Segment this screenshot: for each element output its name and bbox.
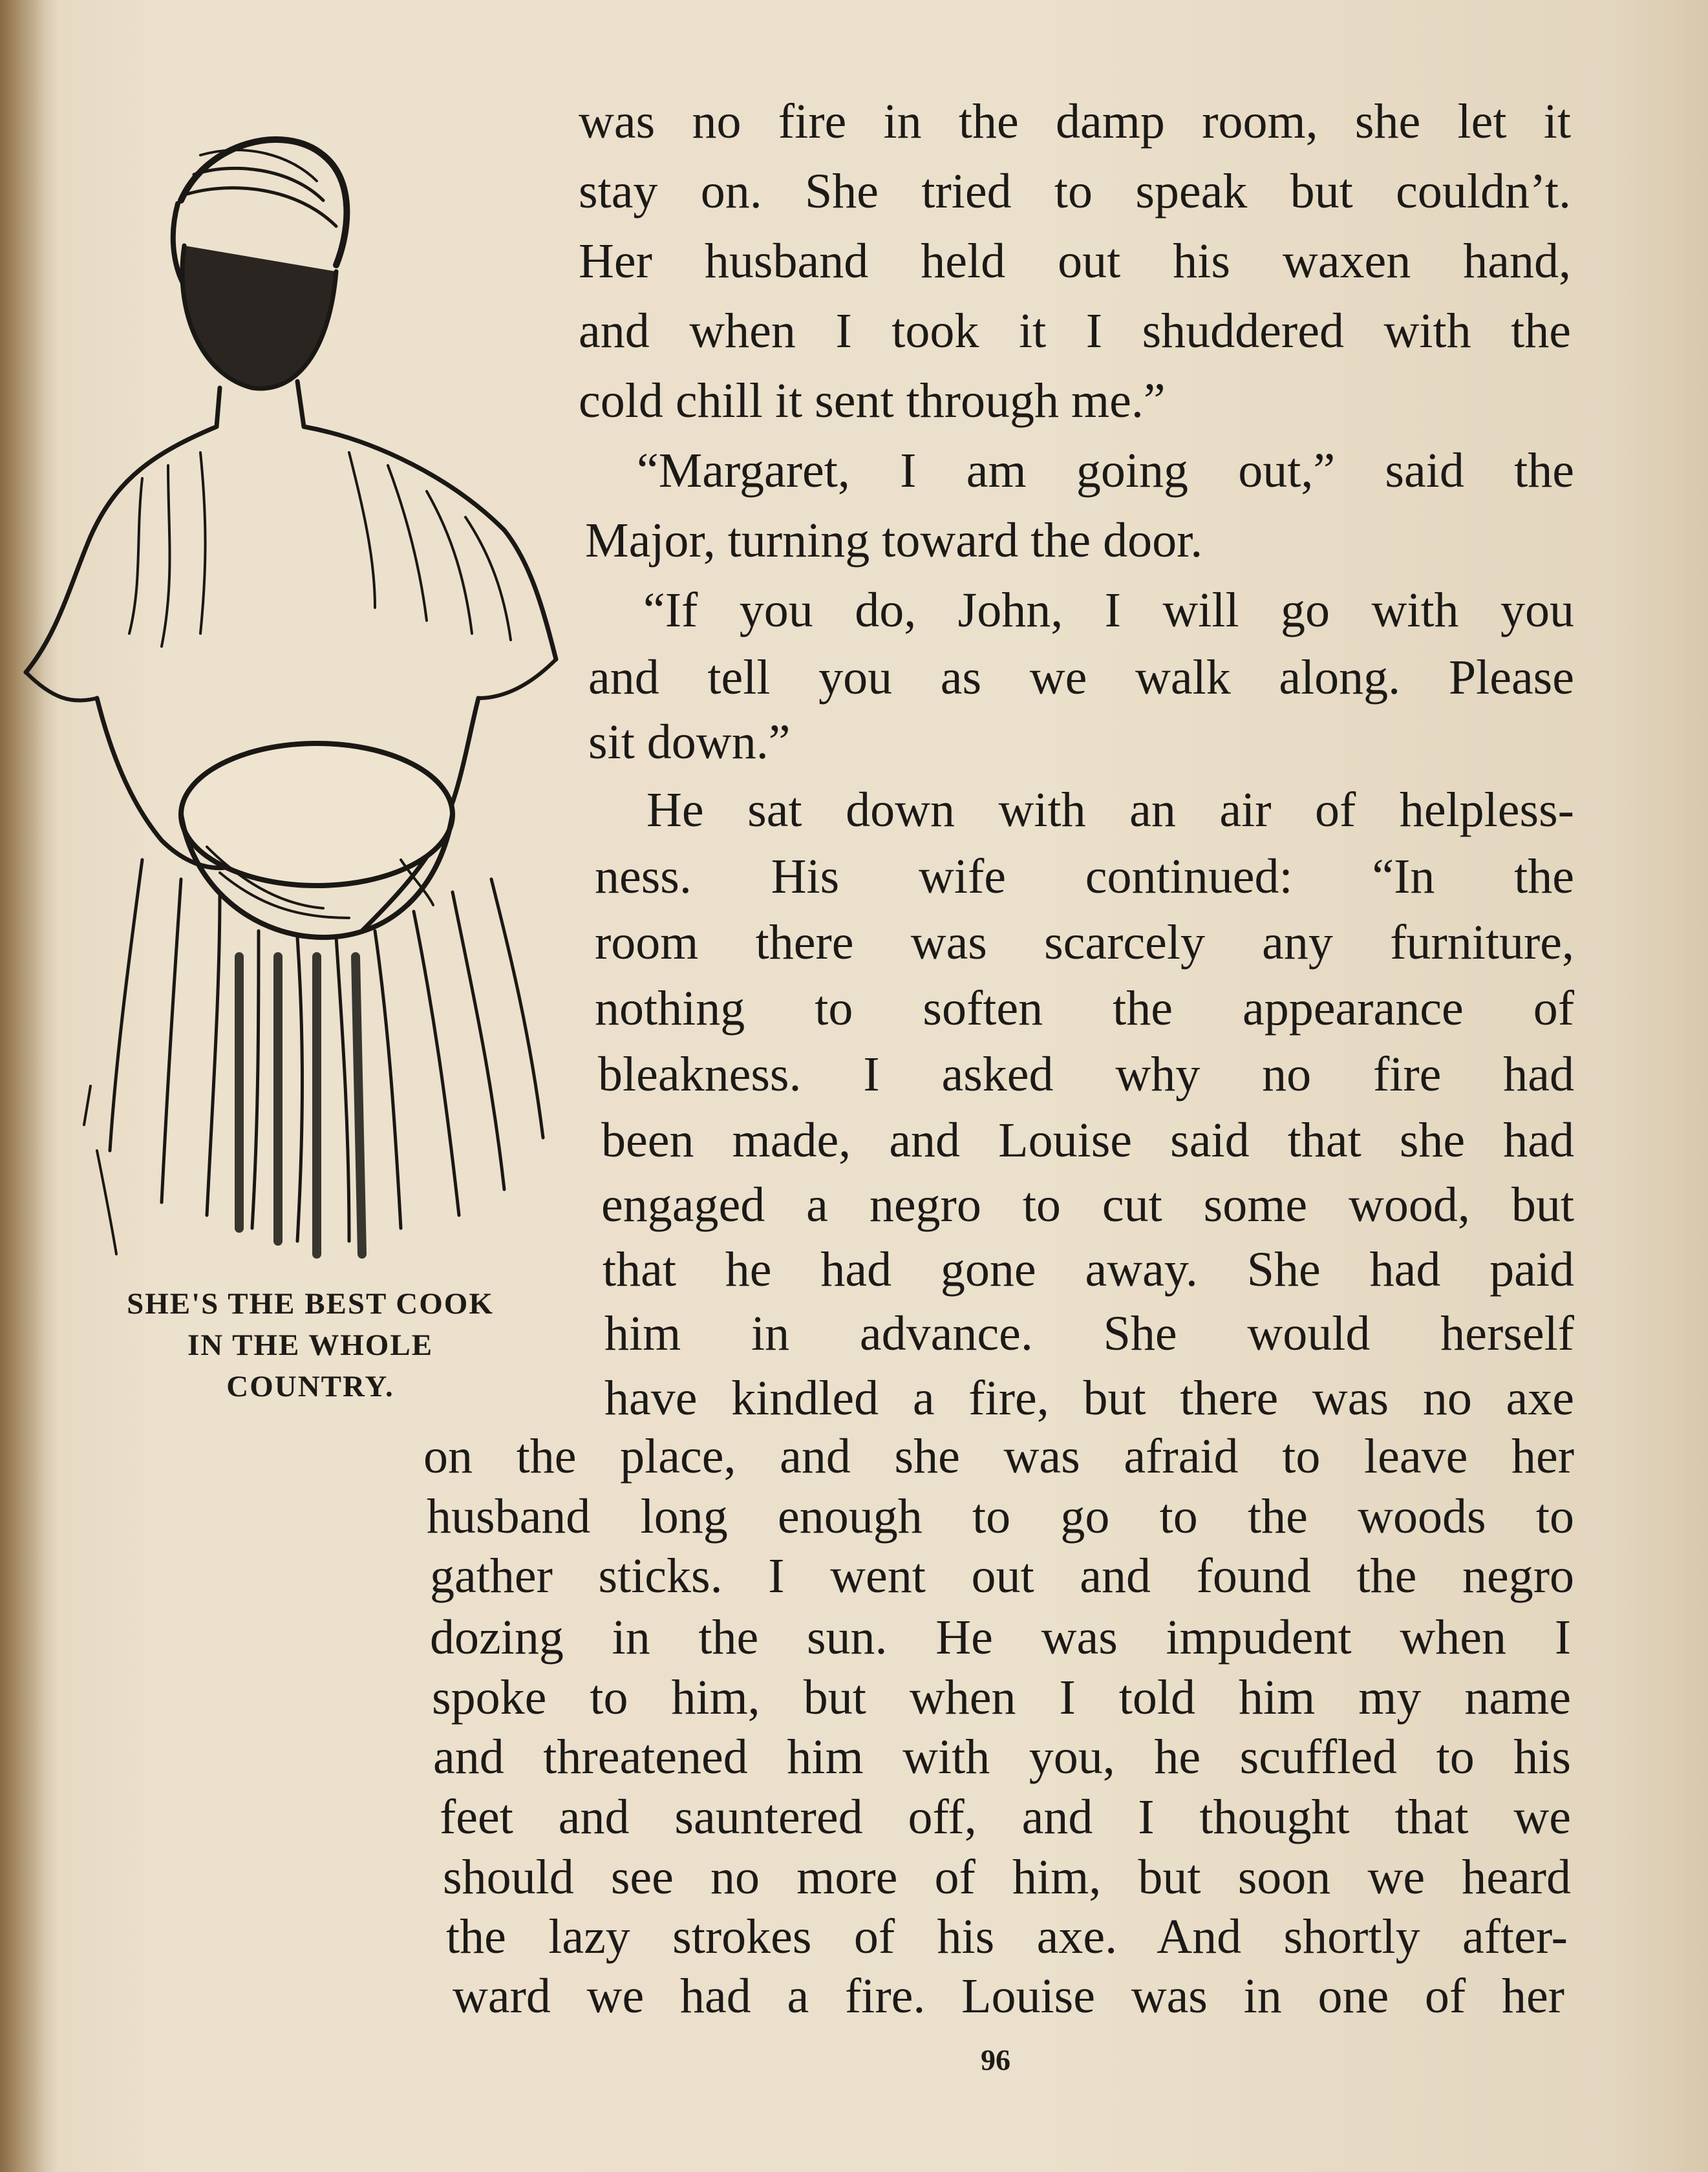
text-line: nothing to soften the appearance of bbox=[595, 981, 1574, 1036]
text-line: gather sticks. I went out and found the negro bbox=[430, 1549, 1574, 1603]
text-line: Major, turning toward the door. bbox=[585, 513, 1203, 568]
text-line: bleakness. I asked why no fire had bbox=[598, 1047, 1574, 1102]
text-line: the lazy strokes of his axe. And shortly after- bbox=[446, 1910, 1568, 1964]
text-line: Her husband held out his waxen hand, bbox=[579, 234, 1571, 288]
text-line: stay on. She tried to speak but couldn’t. bbox=[579, 164, 1571, 218]
caption-line: SHE'S THE BEST COOK bbox=[127, 1287, 494, 1321]
text-line: on the place, and she was afraid to leave her bbox=[423, 1429, 1574, 1484]
text-line: sit down.” bbox=[588, 715, 791, 769]
text-line: “Margaret, I am going out,” said the bbox=[637, 443, 1574, 498]
text-line: dozing in the sun. He was impudent when I bbox=[430, 1610, 1571, 1665]
caption-line: COUNTRY. bbox=[226, 1370, 394, 1403]
text-line: him in advance. She would herself bbox=[604, 1306, 1574, 1361]
text-line: ward we had a fire. Louise was in one of her bbox=[453, 1969, 1564, 2023]
text-line: room there was scarcely any furniture, bbox=[595, 915, 1574, 970]
text-line: and threatened him with you, he scuffled to his bbox=[433, 1730, 1571, 1784]
text-line: feet and sauntered off, and I thought that we bbox=[440, 1790, 1571, 1844]
text-line: ness. His wife continued: “In the bbox=[595, 849, 1574, 904]
text-line: spoke to him, but when I told him my name bbox=[432, 1670, 1571, 1725]
text-line: husband long enough to go to the woods to bbox=[427, 1489, 1574, 1544]
text-line: been made, and Louise said that she had bbox=[601, 1113, 1574, 1167]
woman-holding-bowl-engraving-icon bbox=[13, 116, 569, 1267]
text-line: that he had gone away. She had paid bbox=[603, 1242, 1574, 1297]
text-line: and when I took it I shuddered with the bbox=[579, 304, 1571, 358]
caption-line: IN THE WHOLE bbox=[187, 1328, 434, 1362]
text-line: engaged a negro to cut some wood, but bbox=[601, 1178, 1574, 1232]
text-line: He sat down with an air of helpless- bbox=[646, 783, 1574, 837]
text-line: should see no more of him, but soon we heard bbox=[443, 1850, 1571, 1904]
text-line: cold chill it sent through me.” bbox=[579, 374, 1166, 428]
text-line: have kindled a fire, but there was no axe bbox=[604, 1371, 1574, 1425]
illustration-caption bbox=[78, 1283, 543, 1407]
text-line: was no fire in the damp room, she let it bbox=[579, 94, 1571, 149]
page-number: 96 bbox=[981, 2043, 1010, 2076]
text-line: “If you do, John, I will go with you bbox=[643, 583, 1574, 637]
text-line: and tell you as we walk along. Please bbox=[588, 650, 1574, 705]
